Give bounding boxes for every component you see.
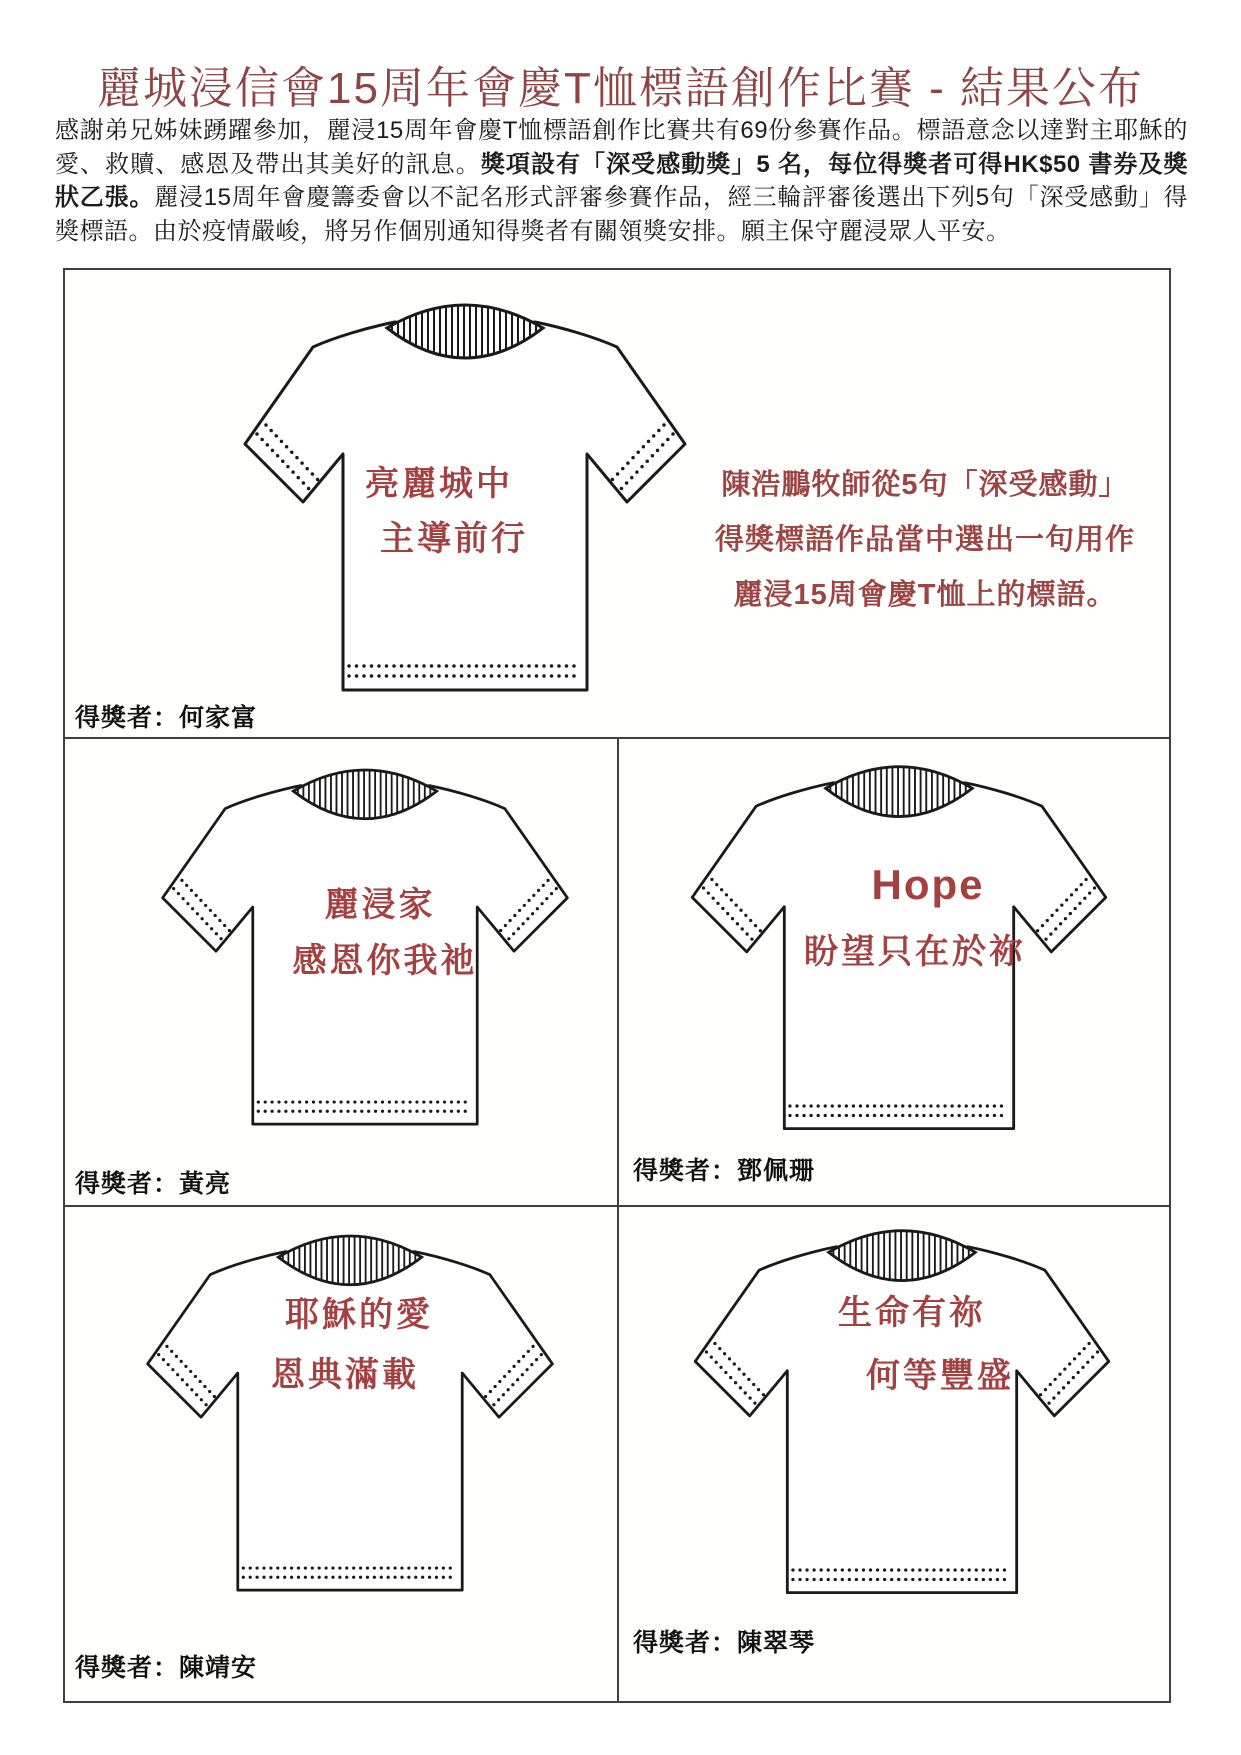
winner-label: 得獎者：陳靖安 [75,1654,258,1682]
winner-label: 得獎者：何家富 [75,704,258,732]
slogan-line: 感恩你我祂 [292,942,478,980]
winner-cell-1 [65,270,1169,737]
slogan-line: 亮麗城中 [365,465,513,503]
winner-label: 得獎者：黃亮 [75,1170,232,1198]
winner-cell-4 [65,1207,619,1701]
results-grid [63,268,1171,1703]
slogan-line: 生命有祢 [838,1294,986,1332]
winner-cell-3 [619,739,1169,1205]
results-row-3 [65,1207,1169,1701]
pastor-note-line: 陳浩鵬牧師從5句「深受感動」 [721,469,1129,501]
intro-paragraph [55,114,1188,248]
intro-part1: 感謝弟兄姊妹踴躍參加，麗浸15周年會慶T恤標語創作比賽共有69份參賽作品。標語意念以達對主耶穌的愛、救贖、感恩及帶出其美好的訊息。 [55,117,1188,178]
slogan-line: 恩典滿載 [271,1356,419,1394]
slogan-line: 耶穌的愛 [285,1296,433,1334]
winner-cell-2 [65,739,619,1205]
page-title: 麗城浸信會15周年會慶T恤標語創作比賽 - 結果公布 [97,64,1144,113]
winner-label: 得獎者：鄧佩珊 [633,1157,816,1185]
results-row-2 [65,739,1169,1207]
tshirt-graphic [667,1207,1137,1606]
slogan-line: Hope [871,861,985,908]
pastor-note-line: 得獎標語作品當中選出一句用作 [714,524,1135,556]
slogan-line: 主導前行 [380,520,528,558]
pastor-note-line: 麗浸15周會慶T恤上的標語。 [733,579,1117,611]
slogan-line: 麗浸家 [324,886,436,924]
winner-label: 得獎者：陳翠琴 [633,1629,816,1657]
results-row-1 [65,270,1169,739]
slogan-line: 何等豐盛 [866,1357,1014,1395]
intro-part2-bold: 獎項設有「深受感動獎」5 名，每位得獎者可得HK$50 書券及獎狀乙張。 [55,150,1189,211]
winner-cell-5 [619,1207,1169,1701]
intro-part3: 麗浸15周年會慶籌委會以不記名形式評審參賽作品，經三輪評審後選出下列5句「深受感動」得獎標語。由於疫情嚴峻，將另作個別通知得獎者有關領獎安排。願主保守麗浸眾人平安。 [55,184,1189,245]
slogan-line: 盼望只在於祢 [804,933,1026,971]
tshirt-graphic [120,1213,580,1603]
pastor-note [660,458,1190,623]
